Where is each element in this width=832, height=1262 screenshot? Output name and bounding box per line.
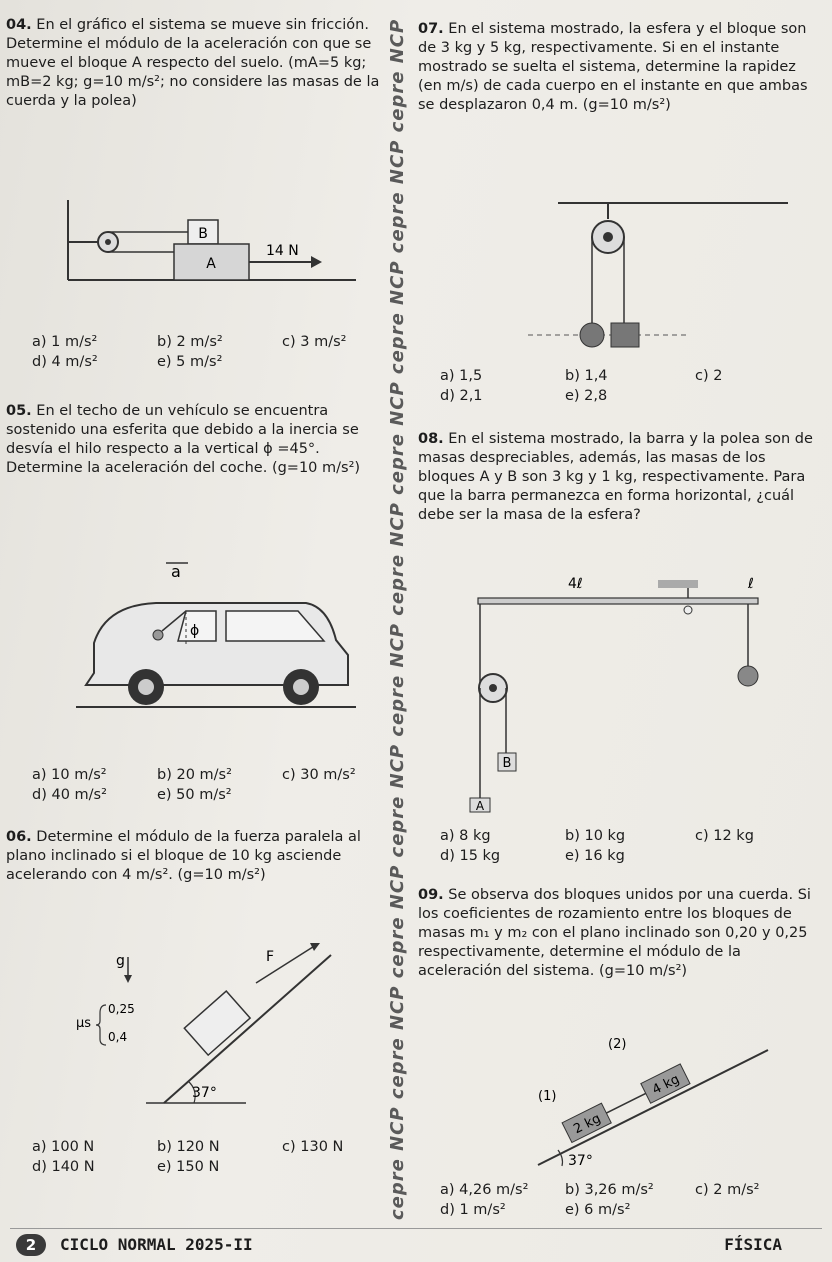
g-label: g	[116, 953, 125, 969]
option: c) 30 m/s²	[282, 767, 356, 783]
option: c) 2	[695, 368, 723, 384]
option: d) 4 m/s²	[32, 354, 98, 370]
option: d) 2,1	[440, 388, 483, 404]
problem-05-text: 05. En el techo de un vehículo se encuentra sostenido una esferita que debido a la inercia se desvía el hilo respecto a la vertical ϕ =45°. Determine la aceleración del coche. (g=10 m/s²)	[6, 403, 361, 476]
force-label: 14 N	[266, 243, 299, 259]
page-number: 2	[16, 1234, 46, 1256]
option: a) 4,26 m/s²	[440, 1182, 529, 1198]
problem-06-options	[32, 1137, 407, 1177]
option: c) 12 kg	[695, 828, 754, 844]
label-2: (2)	[608, 1037, 627, 1052]
option: b) 3,26 m/s²	[565, 1182, 654, 1198]
cycle-label: CICLO NORMAL 2025-II	[60, 1235, 253, 1254]
option: d) 140 N	[32, 1159, 95, 1175]
option: c) 130 N	[282, 1139, 344, 1155]
subject-label: FÍSICA	[724, 1235, 782, 1254]
problem-09-options	[440, 1180, 825, 1220]
option: b) 10 kg	[565, 828, 626, 844]
problem-09-text: 09. Se observa dos bloques unidos por una cuerda. Si los coeficientes de rozamiento entre los bloques de masas m₁ y m₂ con el plano inclinado son 0,20 y 0,25 respectivamente, determine el módulo de la aceleración del sistema. (g=10 m/s²)	[418, 887, 811, 979]
force-label: F	[266, 949, 275, 965]
angle-label: 37°	[568, 1153, 593, 1169]
mu-1: 0,25	[108, 1002, 135, 1016]
problem-05-figure	[66, 555, 366, 725]
block-a-label: A	[475, 799, 485, 813]
right-length: ℓ	[748, 576, 754, 592]
option: e) 6 m/s²	[565, 1202, 631, 1218]
option: d) 40 m/s²	[32, 787, 107, 803]
problem-07-options	[440, 366, 825, 406]
problem-06-text: 06. Determine el módulo de la fuerza paralela al plano inclinado si el bloque de 10 kg asciende acelerando con 4 m/s². (g=10 m/s²)	[6, 829, 361, 883]
option: b) 2 m/s²	[157, 334, 223, 350]
block-b-label: B	[198, 226, 208, 242]
accel-label: a	[171, 562, 181, 581]
option: e) 50 m/s²	[157, 787, 232, 803]
problem-04-text: 04. En el gráfico el sistema se mueve sin fricción. Determine el módulo de la aceleración con que se mueve el bloque A respecto del suelo. (mA=5 kg; mB=2 kg; g=10 m/s²; no considere las masas de la cuerda y la polea)	[6, 17, 380, 109]
option: a) 100 N	[32, 1139, 95, 1155]
option: b) 120 N	[157, 1139, 220, 1155]
block-b-label: B	[502, 756, 512, 771]
option: e) 5 m/s²	[157, 354, 223, 370]
option: a) 1,5	[440, 368, 483, 384]
angle-label: 37°	[192, 1085, 217, 1101]
problem-08-options	[440, 826, 825, 866]
problem-08-text: 08. En el sistema mostrado, la barra y la polea son de masas despreciables, además, las masas de los bloques A y B son 3 kg y 1 kg, respectivamente. Para que la barra permanezca en forma horizontal, ¿cuál debe ser la masa de la esfera?	[418, 431, 813, 523]
problem-09-figure	[518, 1020, 778, 1170]
mu-2: 0,4	[108, 1030, 128, 1044]
left-length: 4ℓ	[568, 576, 583, 592]
option: e) 150 N	[157, 1159, 220, 1175]
problem-08-figure	[448, 568, 778, 813]
page-footer	[0, 1228, 832, 1262]
option: a) 1 m/s²	[32, 334, 98, 350]
option: c) 2 m/s²	[695, 1182, 760, 1198]
mass-1-label: 2 kg	[571, 1111, 604, 1138]
problem-04-figure	[66, 200, 366, 295]
mass-2-label: 4 kg	[650, 1071, 683, 1098]
problem-04-options	[32, 332, 407, 372]
option: a) 8 kg	[440, 828, 491, 844]
label-1: (1)	[538, 1089, 557, 1104]
problem-05-options	[32, 765, 407, 805]
option: d) 15 kg	[440, 848, 501, 864]
watermark-strip: cepre NCP cepre NCP cepre NCP cepre NCP cepre NCP cepre NCP cepre NCP cepre NCP cepre NCP cepre NCP	[387, 18, 408, 1220]
option: d) 1 m/s²	[440, 1202, 506, 1218]
mu-label: μs	[76, 1016, 92, 1031]
problem-07-text: 07. En el sistema mostrado, la esfera y el bloque son de 3 kg y 5 kg, respectivamente. Si en el instante mostrado se suelta el sistema, determine la rapidez (en m/s) de cada cuerpo en el instante en que ambas se desplazaron 0,4 m. (g=10 m/s²)	[418, 21, 808, 113]
angle-label: ϕ	[190, 623, 200, 639]
problem-07-figure	[518, 195, 798, 355]
option: c) 3 m/s²	[282, 334, 347, 350]
block-a-label: A	[206, 256, 216, 272]
option: b) 20 m/s²	[157, 767, 232, 783]
option: e) 16 kg	[565, 848, 625, 864]
option: a) 10 m/s²	[32, 767, 107, 783]
option: e) 2,8	[565, 388, 608, 404]
problem-06-figure	[76, 935, 366, 1125]
option: b) 1,4	[565, 368, 608, 384]
